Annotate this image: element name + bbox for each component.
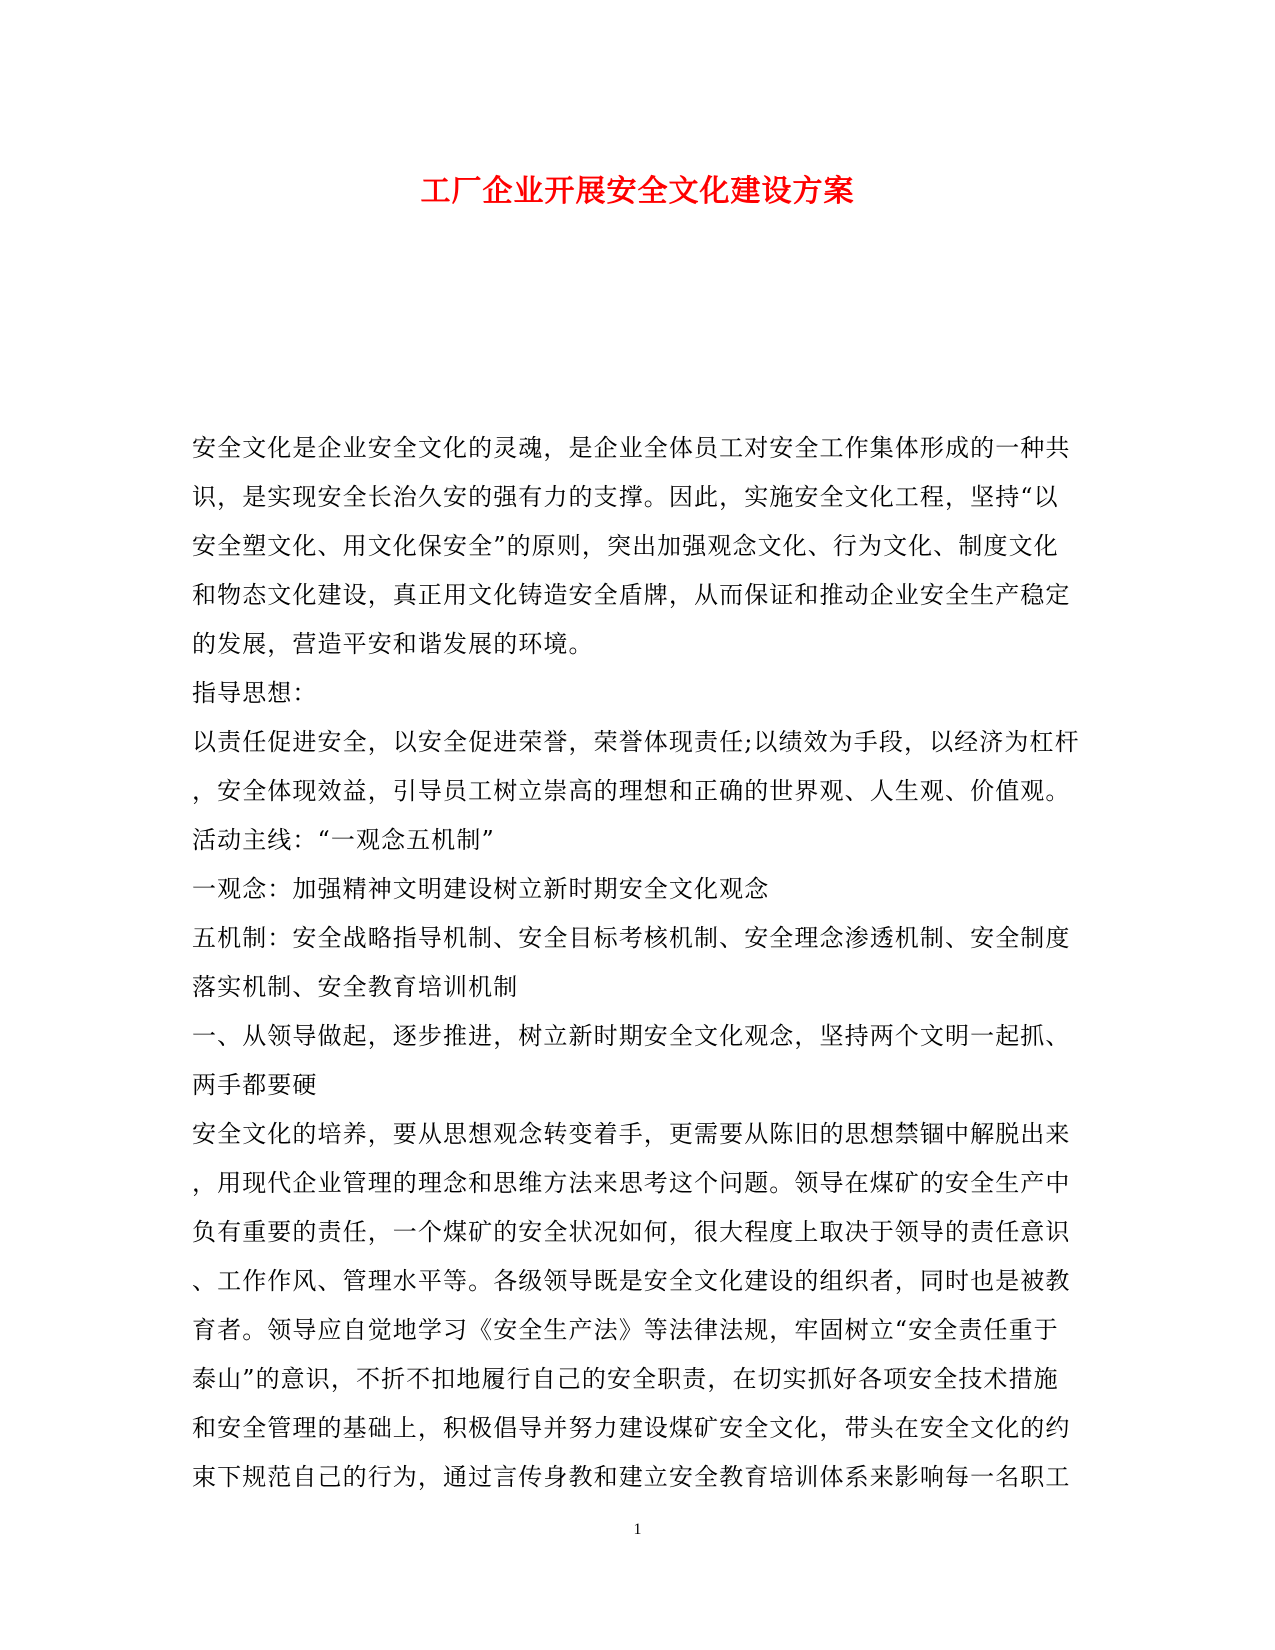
body-line: 安全文化是企业安全文化的灵魂，是企业全体员工对安全工作集体形成的一种共 <box>192 434 1071 462</box>
body-line: 育者。领导应自觉地学习《安全生产法》等法律法规，牢固树立“安全责任重于 <box>192 1316 1059 1344</box>
section-heading: 指导思想： <box>192 679 318 707</box>
section-heading: 活动主线：“一观念五机制” <box>192 826 495 854</box>
document-body <box>192 424 1092 1502</box>
body-line: 和物态文化建设，真正用文化铸造安全盾牌，从而保证和推动企业安全生产稳定 <box>192 581 1071 609</box>
body-line: ，用现代企业管理的理念和思维方法来思考这个问题。领导在煤矿的安全生产中 <box>192 1169 1071 1197</box>
body-line: 、工作作风、管理水平等。各级领导既是安全文化建设的组织者，同时也是被教 <box>192 1267 1071 1295</box>
body-line: 负有重要的责任，一个煤矿的安全状况如何，很大程度上取决于领导的责任意识 <box>192 1218 1071 1246</box>
section-heading: 一、从领导做起，逐步推进，树立新时期安全文化观念，坚持两个文明一起抓、 <box>192 1022 1071 1050</box>
body-line: 以责任促进安全，以安全促进荣誉，荣誉体现责任;以绩效为手段，以经济为杠杆 <box>192 728 1080 756</box>
body-line: 一观念：加强精神文明建设树立新时期安全文化观念 <box>192 875 770 903</box>
body-line: 五机制：安全战略指导机制、安全目标考核机制、安全理念渗透机制、安全制度 <box>192 924 1071 952</box>
body-line: 识，是实现安全长治久安的强有力的支撑。因此，实施安全文化工程，坚持“以 <box>192 483 1059 511</box>
body-line: 的发展，营造平安和谐发展的环境。 <box>192 630 594 658</box>
page-number: 1 <box>633 1521 642 1538</box>
body-line: 落实机制、安全教育培训机制 <box>192 973 519 1001</box>
body-line: 束下规范自己的行为，通过言传身教和建立安全教育培训体系来影响每一名职工 <box>192 1463 1071 1491</box>
body-line: 安全塑文化、用文化保安全”的原则，突出加强观念文化、行为文化、制度文化 <box>192 532 1059 560</box>
document-title: 工厂企业开展安全文化建设方案 <box>420 174 855 209</box>
body-line: ，安全体现效益，引导员工树立崇高的理想和正确的世界观、人生观、价值观。 <box>192 777 1071 805</box>
body-line: 安全文化的培养，要从思想观念转变着手，更需要从陈旧的思想禁锢中解脱出来 <box>192 1120 1071 1148</box>
body-line: 泰山”的意识，不折不扣地履行自己的安全职责，在切实抓好各项安全技术措施 <box>192 1365 1059 1393</box>
section-heading: 两手都要硬 <box>192 1071 318 1099</box>
body-line: 和安全管理的基础上，积极倡导并努力建设煤矿安全文化，带头在安全文化的约 <box>192 1414 1071 1442</box>
